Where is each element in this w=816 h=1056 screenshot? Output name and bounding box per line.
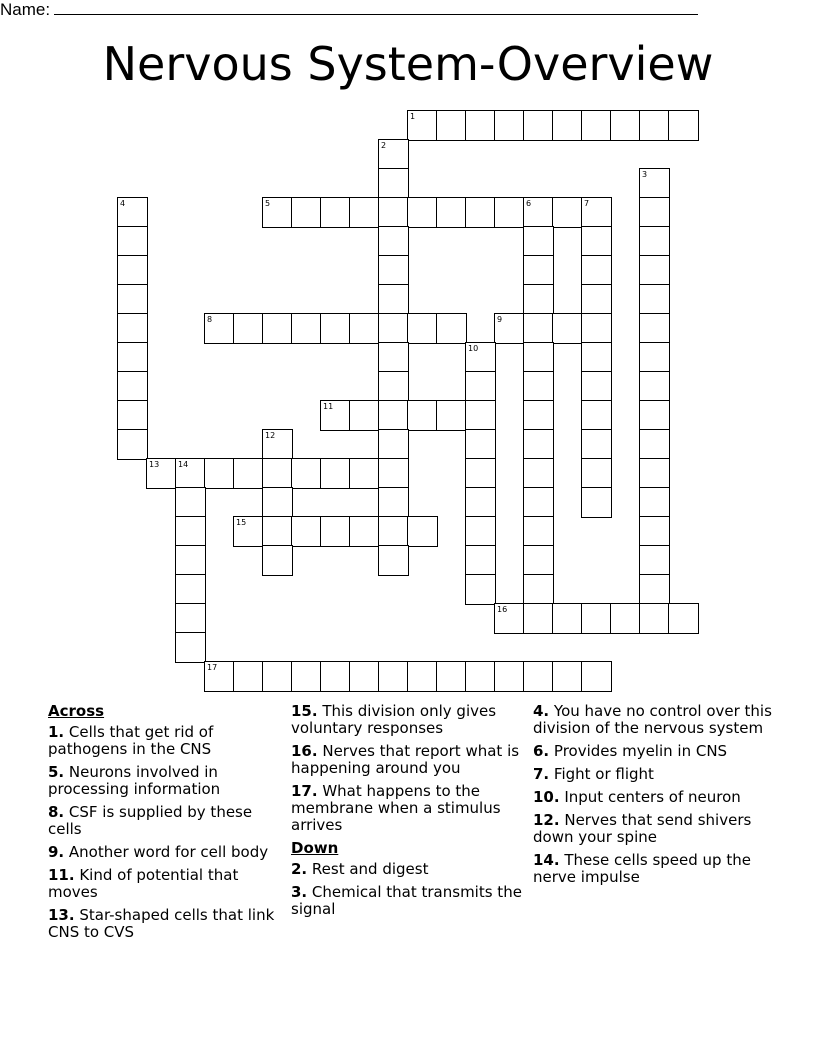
grid-cell[interactable] [204,458,235,489]
clue-number: 9 [497,315,503,324]
grid-cell[interactable] [639,458,670,489]
clue-text: Chemical that transmits the signal [291,883,522,918]
grid-cell[interactable] [378,458,409,489]
grid-cell[interactable] [320,400,351,431]
grid-cell[interactable] [465,487,496,518]
grid-cell[interactable] [349,400,380,431]
grid-cell[interactable] [523,226,554,257]
clue [48,867,278,901]
clue-text: What happens to the membrane when a stimulus arrives [291,782,501,834]
grid-cell[interactable] [581,487,612,518]
grid-cell[interactable] [639,284,670,315]
grid-cell[interactable] [523,284,554,315]
grid-cell[interactable] [349,197,380,228]
grid-cell[interactable] [233,313,264,344]
grid-cell[interactable] [581,197,612,228]
grid-cell[interactable] [639,168,670,199]
grid-cell[interactable] [204,313,235,344]
clue [48,844,278,861]
grid-cell[interactable] [581,458,612,489]
grid-cell[interactable] [175,603,206,634]
grid-cell[interactable] [639,342,670,373]
clue [533,812,773,846]
grid-cell[interactable] [262,458,293,489]
grid-cell[interactable] [436,661,467,692]
grid-cell[interactable] [639,516,670,547]
grid-cell[interactable] [117,313,148,344]
grid-cell[interactable] [523,603,554,634]
grid-cell[interactable] [436,400,467,431]
grid-cell[interactable] [639,400,670,431]
clue [533,852,773,886]
grid-cell[interactable] [320,661,351,692]
grid-cell[interactable] [639,197,670,228]
grid-cell[interactable] [523,400,554,431]
clue-number: 1 [410,112,416,121]
grid-cell[interactable] [117,197,148,228]
grid-cell[interactable] [523,255,554,286]
grid-cell[interactable] [146,458,177,489]
grid-cell[interactable] [378,661,409,692]
clue-text: These cells speed up the nerve impulse [533,851,751,886]
grid-cell[interactable] [378,284,409,315]
clue [291,743,523,777]
grid-cell[interactable] [117,255,148,286]
grid-cell[interactable] [494,603,525,634]
clue [533,766,773,783]
grid-cell[interactable] [262,197,293,228]
clue-text: Star-shaped cells that link CNS to CVS [48,906,275,941]
grid-cell[interactable] [610,110,641,141]
clue-text: Provides myelin in CNS [549,742,728,760]
clue-number: 11 [323,402,334,411]
grid-cell[interactable] [639,371,670,402]
grid-cell[interactable] [523,458,554,489]
grid-cell[interactable] [349,313,380,344]
grid-cell[interactable] [552,661,583,692]
clue-number-label: 12. [533,811,560,829]
grid-cell[interactable] [117,284,148,315]
grid-cell[interactable] [349,516,380,547]
grid-cell[interactable] [639,429,670,460]
grid-cell[interactable] [581,603,612,634]
clue-text: Cells that get rid of pathogens in the CNS [48,723,214,758]
grid-cell[interactable] [117,342,148,373]
clue-number: 6 [526,199,532,208]
clues-column-1 [48,703,278,947]
grid-cell[interactable] [233,661,264,692]
clue-number: 7 [584,199,590,208]
grid-cell[interactable] [378,400,409,431]
grid-cell[interactable] [407,516,438,547]
grid-cell[interactable] [465,371,496,402]
clue-text: Input centers of neuron [559,788,741,806]
clue [533,703,773,737]
clue [291,783,523,834]
clue-number-label: 9. [48,843,65,861]
grid-cell[interactable] [523,487,554,518]
grid-cell[interactable] [639,226,670,257]
grid-cell[interactable] [262,487,293,518]
grid-cell[interactable] [465,429,496,460]
clue-number-label: 7. [533,765,550,783]
clue-text: Fight or flight [549,765,654,783]
grid-cell[interactable] [378,429,409,460]
clue-number-label: 15. [291,702,318,720]
grid-cell[interactable] [523,661,554,692]
grid-cell[interactable] [465,400,496,431]
page-title: Nervous System-Overview [102,37,714,91]
grid-cell[interactable] [262,545,293,576]
clue-number: 12 [265,431,276,440]
clue [291,861,523,878]
grid-cell[interactable] [320,197,351,228]
grid-cell[interactable] [523,574,554,605]
clue-number: 13 [149,460,160,469]
clue-text: This division only gives voluntary responses [291,702,497,737]
grid-cell[interactable] [175,458,206,489]
grid-cell[interactable] [639,574,670,605]
grid-cell[interactable] [494,197,525,228]
grid-cell[interactable] [581,313,612,344]
clue-number: 17 [207,663,218,672]
clue-text: Another word for cell body [64,843,269,861]
grid-cell[interactable] [378,226,409,257]
grid-cell[interactable] [436,197,467,228]
grid-cell[interactable] [117,429,148,460]
grid-cell[interactable] [494,110,525,141]
clue-number-label: 1. [48,723,65,741]
grid-cell[interactable] [523,371,554,402]
clue-number-label: 3. [291,883,308,901]
grid-cell[interactable] [552,110,583,141]
grid-cell[interactable] [465,458,496,489]
clue-text: Rest and digest [307,860,429,878]
grid-cell[interactable] [117,371,148,402]
grid-cell[interactable] [465,516,496,547]
grid-cell[interactable] [175,574,206,605]
clue-number-label: 17. [291,782,318,800]
clue-text: Kind of potential that moves [48,866,239,901]
grid-cell[interactable] [639,545,670,576]
grid-cell[interactable] [581,110,612,141]
grid-cell[interactable] [262,661,293,692]
grid-cell[interactable] [581,429,612,460]
clue-number-label: 13. [48,906,75,924]
grid-cell[interactable] [378,313,409,344]
grid-cell[interactable] [581,226,612,257]
grid-cell[interactable] [465,197,496,228]
grid-cell[interactable] [349,661,380,692]
grid-cell[interactable] [378,487,409,518]
grid-cell[interactable] [668,110,699,141]
grid-cell[interactable] [639,313,670,344]
clue-number-label: 14. [533,851,560,869]
grid-cell[interactable] [523,197,554,228]
clue-number: 14 [178,460,189,469]
clue-number: 3 [642,170,648,179]
grid-cell[interactable] [494,313,525,344]
down-heading: Down [291,839,339,857]
grid-cell[interactable] [465,545,496,576]
grid-cell[interactable] [639,110,670,141]
grid-cell[interactable] [436,110,467,141]
grid-cell[interactable] [465,661,496,692]
grid-cell[interactable] [523,429,554,460]
grid-cell[interactable] [668,603,699,634]
across-heading: Across [48,702,105,720]
grid-cell[interactable] [378,197,409,228]
grid-cell[interactable] [175,516,206,547]
clue-number-label: 11. [48,866,75,884]
grid-cell[interactable] [465,342,496,373]
grid-cell[interactable] [233,516,264,547]
clues-column-2 [291,703,523,924]
grid-cell[interactable] [552,603,583,634]
clues-column-3 [533,703,773,892]
clue-number-label: 10. [533,788,560,806]
grid-cell[interactable] [523,313,554,344]
grid-cell[interactable] [204,661,235,692]
grid-cell[interactable] [581,661,612,692]
grid-cell[interactable] [581,284,612,315]
clue [533,789,773,806]
grid-cell[interactable] [407,661,438,692]
grid-cell[interactable] [639,487,670,518]
clue-number: 15 [236,518,247,527]
grid-cell[interactable] [175,545,206,576]
grid-cell[interactable] [291,313,322,344]
grid-cell[interactable] [117,400,148,431]
grid-cell[interactable] [175,487,206,518]
grid-cell[interactable] [320,313,351,344]
grid-cell[interactable] [407,313,438,344]
grid-cell[interactable] [523,342,554,373]
grid-cell[interactable] [349,458,380,489]
grid-cell[interactable] [291,197,322,228]
grid-cell[interactable] [291,516,322,547]
grid-cell[interactable] [407,400,438,431]
grid-cell[interactable] [494,661,525,692]
clue-number: 16 [497,605,508,614]
clue-number: 2 [381,141,387,150]
grid-cell[interactable] [581,342,612,373]
clue [48,724,278,758]
grid-cell[interactable] [407,110,438,141]
clue-number: 10 [468,344,479,353]
clue-number-label: 8. [48,803,65,821]
grid-cell[interactable] [523,110,554,141]
grid-cell[interactable] [291,661,322,692]
clue-number-label: 6. [533,742,550,760]
clue-number: 8 [207,315,213,324]
clue-number-label: 16. [291,742,318,760]
grid-cell[interactable] [523,545,554,576]
clue-number-label: 2. [291,860,308,878]
grid-cell[interactable] [175,632,206,663]
grid-cell[interactable] [552,313,583,344]
clue [48,907,278,941]
grid-cell[interactable] [581,255,612,286]
grid-cell[interactable] [465,574,496,605]
grid-cell[interactable] [552,197,583,228]
clue-number-label: 5. [48,763,65,781]
grid-cell[interactable] [378,371,409,402]
grid-cell[interactable] [262,516,293,547]
grid-cell[interactable] [436,313,467,344]
clue-text: CSF is supplied by these cells [48,803,253,838]
clue-number: 5 [265,199,271,208]
grid-cell[interactable] [523,516,554,547]
clue [291,703,523,737]
clue-text: Nerves that send shivers down your spine [533,811,752,846]
clue [48,804,278,838]
grid-cell[interactable] [639,603,670,634]
grid-cell[interactable] [320,458,351,489]
clue [48,764,278,798]
grid-cell[interactable] [465,110,496,141]
clue-text: Neurons involved in processing information [48,763,221,798]
grid-cell[interactable] [262,313,293,344]
clue-number-label: 4. [533,702,550,720]
clue-text: Nerves that report what is happening around you [291,742,520,777]
grid-cell[interactable] [291,458,322,489]
clue-number: 4 [120,199,126,208]
grid-cell[interactable] [610,603,641,634]
grid-cell[interactable] [378,342,409,373]
grid-cell[interactable] [407,197,438,228]
grid-cell[interactable] [378,255,409,286]
name-label: Name: [0,0,51,19]
grid-cell[interactable] [378,516,409,547]
clue [291,884,523,918]
grid-cell[interactable] [581,400,612,431]
grid-cell[interactable] [233,458,264,489]
grid-cell[interactable] [378,139,409,170]
clue [533,743,773,760]
grid-cell[interactable] [117,226,148,257]
grid-cell[interactable] [320,516,351,547]
grid-cell[interactable] [581,371,612,402]
grid-cell[interactable] [378,168,409,199]
grid-cell[interactable] [639,255,670,286]
clue-text: You have no control over this division of the nervous system [533,702,772,737]
grid-cell[interactable] [378,545,409,576]
grid-cell[interactable] [262,429,293,460]
